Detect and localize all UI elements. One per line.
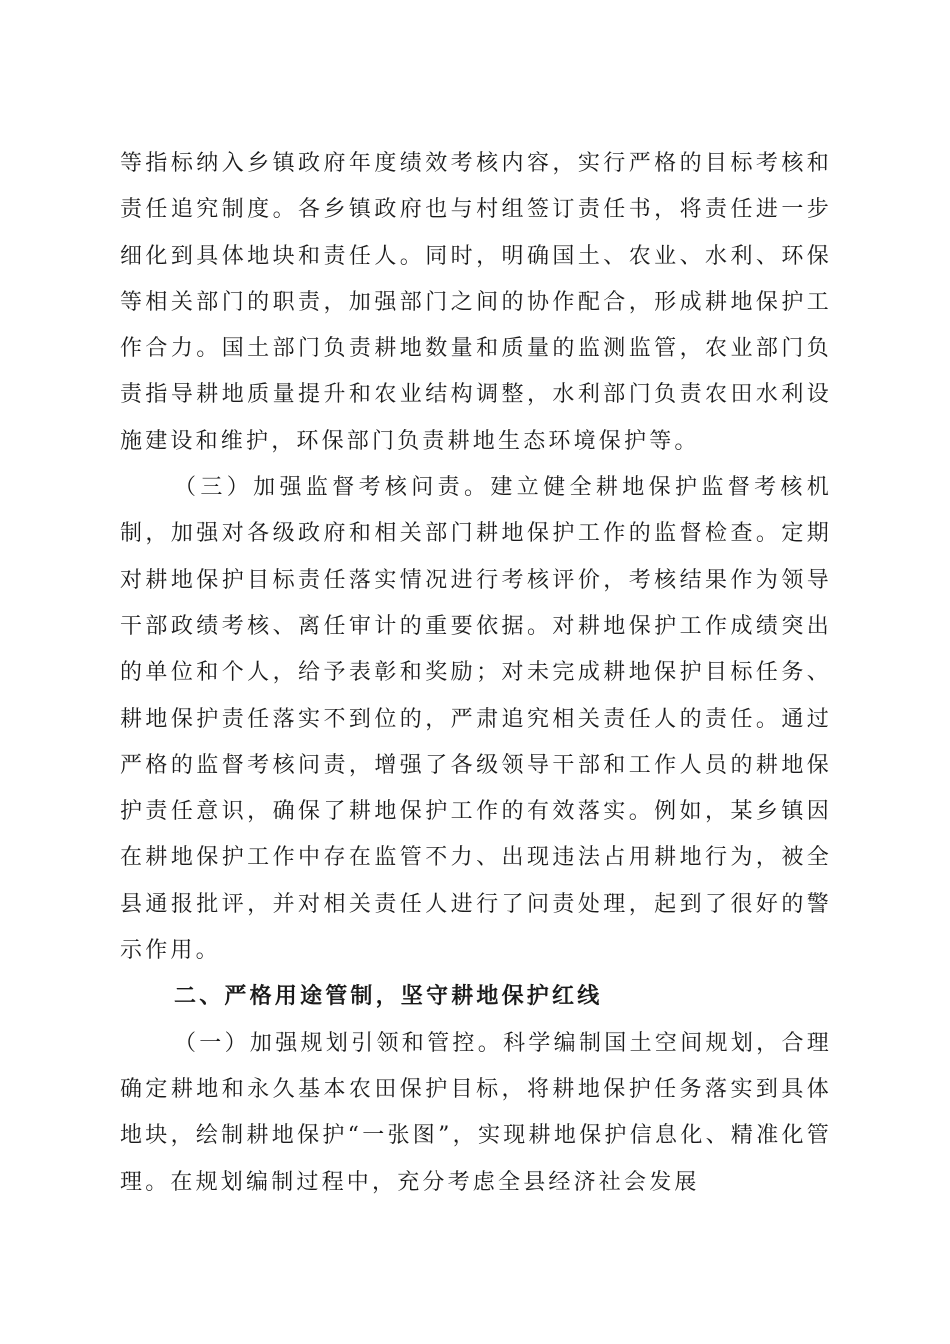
section-heading-2: 二、严格用途管制，坚守耕地保护红线	[174, 984, 603, 1010]
paragraph-subsection-1	[120, 1021, 832, 1206]
subsection-1-lead: （一）加强规划引领和管控。	[174, 1030, 504, 1056]
document-body	[120, 141, 832, 1206]
subsection-3-lead: （三）加强监督考核问责。	[174, 475, 491, 501]
subsection-1-text: 科学编制国土空间规划，合理确定耕地和永久基本农田保护目标，将耕地保护任务落实到具体地块，绘制耕地保护“一张图”，实现耕地保护信息化、精准化管理。在规划编制过程中，充分考虑全县经济社会发展	[120, 1030, 832, 1195]
subsection-3-text: 建立健全耕地保护监督考核机制，加强对各级政府和相关部门耕地保护工作的监督检查。定期对耕地保护目标责任落实情况进行考核评价，考核结果作为领导干部政绩考核、离任审计的重要依据。对耕地保护工作成绩突出的单位和个人，给予表彰和奖励；对未完成耕地保护目标任务、耕地保护责任落实不到位的，严肃追究相关责任人的责任。通过严格的监督考核问责，增强了各级领导干部和工作人员的耕地保护责任意识，确保了耕地保护工作的有效落实。例如，某乡镇因在耕地保护工作中存在监管不力、出现违法占用耕地行为，被全县通报批评，并对相关责任人进行了问责处理，起到了很好的警示作用。	[120, 475, 832, 964]
paragraph-continuation: 等指标纳入乡镇政府年度绩效考核内容，实行严格的目标考核和责任追究制度。各乡镇政府也与村组签订责任书，将责任进一步细化到具体地块和责任人。同时，明确国土、农业、水利、环保等相关部门的职责，加强部门之间的协作配合，形成耕地保护工作合力。国土部门负责耕地数量和质量的监测监管，农业部门负责指导耕地质量提升和农业结构调整，水利部门负责农田水利设施建设和维护，环保部门负责耕地生态环境保护等。	[120, 151, 832, 454]
paragraph-subsection-3	[120, 465, 832, 974]
